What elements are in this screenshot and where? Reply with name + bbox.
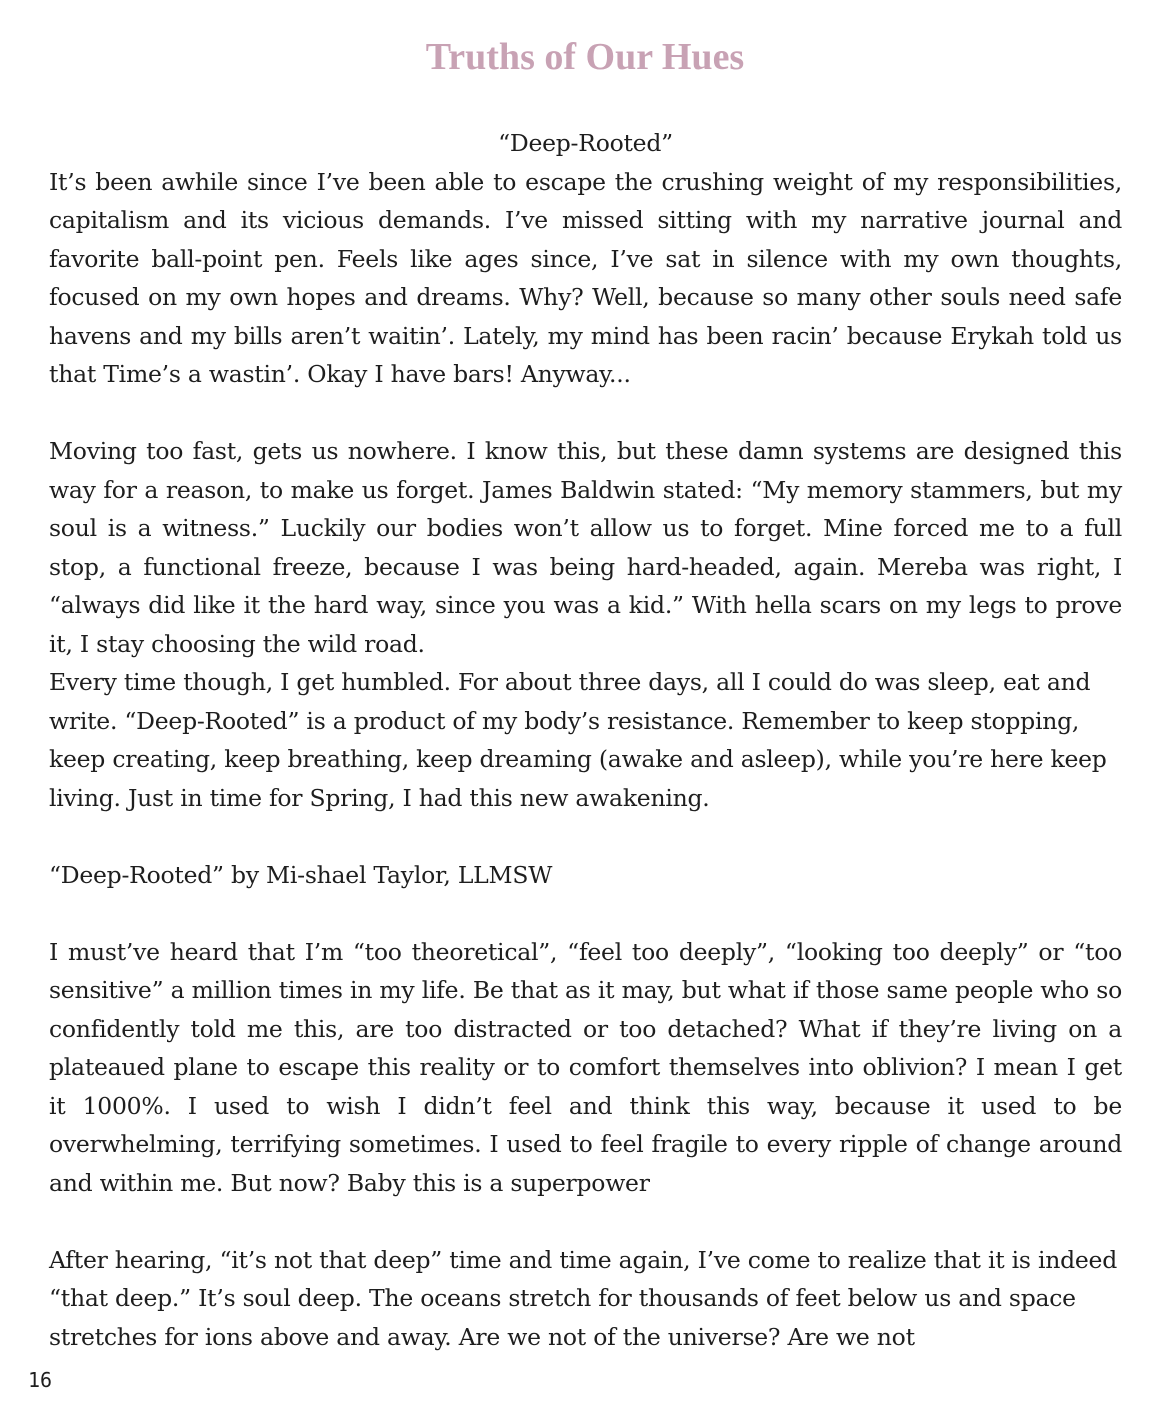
paragraph-every-time: Every time though, I get humbled. For about three days, all I could do was sleep, eat and write. “Deep-Rooted” is a product of my body’s resistance. Remember to keep stopping, keep creating, keep breathing, keep dreaming (awake and asleep), while you’re here keep living. Just in time for Spring, I had this new awakening. — [49, 668, 1107, 812]
page-title: Truths of Our Hues — [425, 36, 745, 78]
page-number: 16 — [28, 1368, 53, 1392]
paragraph-intro: It’s been awhile since I’ve been able to escape the crushing weight of my responsibilities, capitalism and its vicious demands. I’ve missed sitting with my narrative journal and favorite ball-point pen. Feels like ages since, I’ve sat in silence with my own thoughts, focused on my own hopes and dreams. Why? Well, because so many other souls need safe havens and my bills aren’t waitin’. Lately, my mind has been racin’ because Erykah told us that Time’s a wastin’. Okay I have bars! Anyway... — [49, 167, 1122, 388]
article-body — [49, 124, 1122, 1356]
paragraph-spacer — [49, 817, 1122, 856]
paragraph-spacer — [49, 394, 1122, 433]
piece-title: “Deep-Rooted” — [498, 129, 673, 157]
paragraph-too-theoretical: I must’ve heard that I’m “too theoretical”, “feel too deeply”, “looking too deeply” or “too sensitive” a million times in my life. Be that as it may, but what if those same people who so confidently told me this, are too distracted or too detached? What if they’re living on a plateaued plane to escape this reality or to comfort themselves into oblivion? I mean I get it 1000%. I used to wish I didn’t feel and think this way, because it used to be overwhelming, terrifying sometimes. I used to feel fragile to every ripple of change around and within me. But now? Baby this is a superpower — [49, 937, 1122, 1197]
byline: “Deep-Rooted” by Mi-shael Taylor, LLMSW — [49, 860, 553, 889]
paragraph-moving-too-fast: Moving too fast, gets us nowhere. I know this, but these damn systems are designed this way for a reason, to make us forget. James Baldwin stated: “My memory stammers, but my soul is a witness.” Luckily our bodies won’t allow us to forget. Mine forced me to a full stop, a functional freeze, because I was being hard-headed, again. Mereba was right, I “always did like it the hard way, since you was a kid.” With hella scars on my legs to prove it, I stay choosing the wild road. — [49, 437, 1122, 658]
paragraph-that-deep: After hearing, “it’s not that deep” time and time again, I’ve come to realize that it is indeed “that deep.” It’s soul deep. The oceans stretch for thousands of feet below us and space stretches for ions above and away. Are we not of the universe? Are we not — [49, 1245, 1118, 1351]
paragraph-spacer — [49, 894, 1122, 933]
paragraph-spacer — [49, 1202, 1122, 1241]
